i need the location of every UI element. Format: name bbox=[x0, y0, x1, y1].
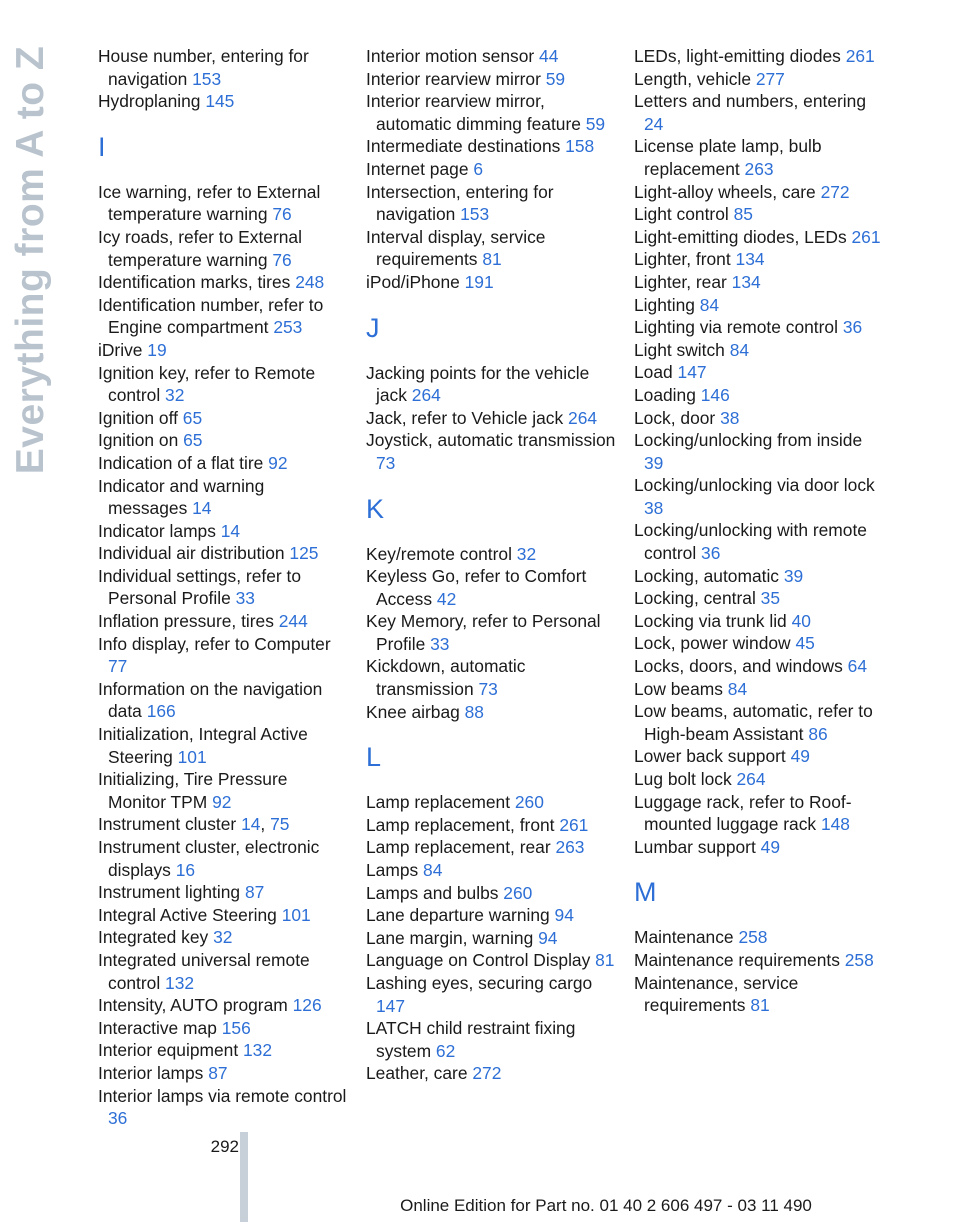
page-link[interactable]: 248 bbox=[295, 272, 325, 293]
index-entry bbox=[366, 859, 616, 882]
index-term: Lighting via remote control bbox=[634, 317, 838, 338]
page-link[interactable]: 277 bbox=[755, 68, 785, 89]
index-term: Instrument cluster bbox=[98, 814, 237, 835]
index-column-2 bbox=[366, 45, 616, 1085]
index-entry bbox=[366, 362, 616, 407]
index-term: Lamps and bulbs bbox=[366, 882, 499, 903]
index-entry bbox=[634, 768, 884, 791]
index-term: Information on the navigation data bbox=[98, 678, 323, 722]
index-term: Low beams, automatic, refer to High-beam Assistant bbox=[634, 701, 873, 744]
page-link[interactable]: 32 bbox=[165, 385, 185, 406]
index-column-3 bbox=[634, 45, 884, 1017]
page-link[interactable]: 38 bbox=[644, 497, 664, 518]
page-link[interactable]: 125 bbox=[289, 543, 319, 564]
page-link[interactable]: 272 bbox=[820, 181, 850, 202]
index-term: Length, vehicle bbox=[634, 68, 751, 89]
index-term: Interior rearview mirror bbox=[366, 68, 541, 89]
index-entry bbox=[366, 565, 616, 610]
index-entry bbox=[366, 814, 616, 837]
index-entry bbox=[366, 701, 616, 724]
index-term: Identification marks, tires bbox=[98, 272, 291, 293]
index-term: Keyless Go, refer to Comfort Access bbox=[366, 566, 587, 609]
index-term: Ignition on bbox=[98, 430, 179, 451]
page-link[interactable]: 65 bbox=[183, 430, 203, 451]
index-term: Leather, care bbox=[366, 1063, 468, 1084]
page-link[interactable]: 258 bbox=[738, 927, 768, 948]
index-entry bbox=[634, 68, 884, 91]
index-entry bbox=[366, 45, 616, 68]
index-entry bbox=[366, 655, 616, 700]
page-link[interactable]: 264 bbox=[736, 769, 766, 789]
index-term: Interval display, service requirements bbox=[366, 226, 546, 270]
index-entry bbox=[634, 361, 884, 384]
index-entry bbox=[98, 949, 348, 994]
index-term: LEDs, light-emitting diodes bbox=[634, 46, 841, 66]
index-entry bbox=[634, 926, 884, 949]
page-link[interactable]: 261 bbox=[851, 226, 881, 247]
index-entry bbox=[98, 1017, 348, 1040]
index-term: Key/remote control bbox=[366, 543, 512, 564]
index-term: Info display, refer to Computer bbox=[98, 633, 331, 654]
index-entry bbox=[634, 429, 884, 474]
index-term: Integral Active Steering bbox=[98, 904, 277, 925]
index-term: Lane departure warning bbox=[366, 905, 550, 926]
index-term: Lane margin, warning bbox=[366, 927, 534, 948]
index-entry bbox=[98, 994, 348, 1017]
index-term: Locking/unlocking with remote control bbox=[634, 520, 867, 564]
index-entry bbox=[634, 45, 884, 68]
index-entry bbox=[98, 610, 348, 633]
page-link[interactable]: 260 bbox=[514, 792, 544, 813]
index-term: Lamp replacement, rear bbox=[366, 837, 551, 858]
index-entry bbox=[634, 203, 884, 226]
section-title: Everything from A to Z bbox=[9, 45, 52, 475]
page-link[interactable]: 191 bbox=[464, 271, 494, 292]
index-term: Interior motion sensor bbox=[366, 46, 535, 66]
index-term: Inflation pressure, tires bbox=[98, 611, 274, 632]
page-link[interactable]: 132 bbox=[243, 1040, 273, 1061]
page-link[interactable]: 94 bbox=[554, 905, 574, 926]
page-link[interactable]: 81 bbox=[750, 995, 770, 1016]
index-term: Low beams bbox=[634, 678, 723, 699]
page-link[interactable]: 101 bbox=[177, 746, 207, 767]
page-link[interactable]: 35 bbox=[760, 588, 780, 609]
index-term: iDrive bbox=[98, 339, 143, 360]
index-entry bbox=[634, 135, 884, 180]
page-link[interactable]: 32 bbox=[516, 543, 537, 564]
page-link[interactable]: 158 bbox=[565, 136, 595, 157]
page-link[interactable]: 92 bbox=[212, 791, 232, 812]
index-entry bbox=[98, 542, 348, 565]
index-entry bbox=[366, 1017, 616, 1062]
index-term: Luggage rack, refer to Roof-mounted luggage rack bbox=[634, 791, 852, 835]
index-entry bbox=[634, 90, 884, 135]
index-term: Integrated key bbox=[98, 927, 209, 948]
page-link[interactable]: 19 bbox=[147, 339, 167, 360]
index-term: Ice warning, refer to External temperature warning bbox=[98, 181, 321, 225]
index-entry bbox=[98, 723, 348, 768]
index-entry bbox=[366, 949, 616, 972]
index-entry bbox=[366, 791, 616, 814]
index-term: Intersection, entering for navigation bbox=[366, 181, 554, 225]
index-term: Intermediate destinations bbox=[366, 136, 561, 157]
index-term: House number, entering for navigation bbox=[98, 46, 309, 89]
page-link[interactable]: 145 bbox=[205, 91, 235, 112]
page-link[interactable]: 14 bbox=[192, 498, 212, 519]
index-entry bbox=[366, 882, 616, 905]
index-term: Language on Control Display bbox=[366, 950, 591, 971]
index-entry bbox=[98, 90, 348, 113]
page-link[interactable]: 73 bbox=[376, 452, 396, 473]
page-link[interactable]: 81 bbox=[595, 950, 615, 971]
index-term: Lashing eyes, securing cargo bbox=[366, 973, 593, 993]
index-term: Lighter, rear bbox=[634, 271, 727, 292]
index-term: Jacking points for the vehicle jack bbox=[366, 362, 590, 406]
letter-heading: I bbox=[98, 131, 106, 162]
index-term: Locking/unlocking from inside bbox=[634, 430, 863, 451]
index-term: Lighter, front bbox=[634, 249, 731, 270]
index-term: iPod/iPhone bbox=[366, 271, 460, 292]
index-term: Jack, refer to Vehicle jack bbox=[366, 407, 564, 428]
page-link[interactable]: 132 bbox=[165, 972, 195, 993]
index-term: Light-alloy wheels, care bbox=[634, 181, 816, 202]
page-link[interactable]: 62 bbox=[435, 1040, 456, 1061]
index-term: Lug bolt lock bbox=[634, 769, 732, 789]
index-term: Joystick, automatic transmission bbox=[366, 430, 616, 451]
index-entry bbox=[98, 633, 348, 678]
index-term: Individual air distribution bbox=[98, 543, 285, 564]
index-term: Lumbar support bbox=[634, 836, 756, 857]
index-entry bbox=[98, 45, 348, 90]
page-link[interactable]: 263 bbox=[555, 837, 585, 858]
page-link[interactable]: 14 bbox=[220, 520, 241, 541]
index-term: Lower back support bbox=[634, 746, 786, 767]
index-entry bbox=[98, 1039, 348, 1062]
index-term: Indication of a flat tire bbox=[98, 452, 264, 473]
index-term: Interior rearview mirror, automatic dimming feature bbox=[366, 91, 581, 134]
page-link[interactable]: 87 bbox=[244, 882, 265, 903]
index-entry bbox=[366, 226, 616, 271]
index-entry bbox=[634, 316, 884, 339]
index-entry bbox=[98, 475, 348, 520]
page-link[interactable]: 263 bbox=[744, 158, 774, 179]
index-term: Interior lamps bbox=[98, 1062, 204, 1083]
index-entry bbox=[634, 700, 884, 745]
page-link[interactable]: 166 bbox=[146, 701, 176, 722]
index-entry bbox=[634, 632, 884, 655]
page-link[interactable]: 36 bbox=[701, 543, 721, 564]
index-entry: Instrument cluster 14, 75 bbox=[98, 814, 290, 835]
index-term: Intensity, AUTO program bbox=[98, 995, 288, 1016]
index-term: Indicator lamps bbox=[98, 520, 216, 541]
page-link[interactable]: 260 bbox=[503, 882, 533, 903]
page-link[interactable]: 264 bbox=[568, 407, 598, 428]
index-term: Ignition key, refer to Remote control bbox=[98, 362, 316, 406]
index-term: Maintenance bbox=[634, 927, 734, 948]
page-link[interactable]: 147 bbox=[677, 362, 707, 383]
page-link[interactable]: 59 bbox=[585, 113, 606, 134]
page-link[interactable]: 59 bbox=[545, 68, 566, 89]
index-entry bbox=[366, 904, 616, 927]
index-term: Instrument lighting bbox=[98, 882, 241, 903]
index-term: Maintenance, service requirements bbox=[634, 972, 799, 1016]
index-entry bbox=[634, 587, 884, 610]
page-link[interactable]: 84 bbox=[727, 678, 748, 699]
index-term: LATCH child restraint fixing system bbox=[366, 1018, 576, 1061]
index-entry bbox=[98, 565, 348, 610]
index-entry bbox=[98, 881, 348, 904]
index-term: Identification number, refer to Engine compartment bbox=[98, 294, 324, 338]
index-term: Interactive map bbox=[98, 1017, 217, 1038]
footer-bar bbox=[240, 1132, 248, 1222]
page-link[interactable]: 272 bbox=[472, 1063, 502, 1084]
index-term: Lamps bbox=[366, 860, 419, 881]
index-entry bbox=[634, 248, 884, 271]
index-entry bbox=[634, 519, 884, 564]
index-term: License plate lamp, bulb replacement bbox=[634, 136, 822, 179]
page-link[interactable]: 16 bbox=[175, 859, 196, 880]
index-entry bbox=[634, 745, 884, 768]
index-entry bbox=[366, 1062, 616, 1085]
index-entry bbox=[98, 904, 348, 927]
page-link[interactable]: 65 bbox=[182, 407, 203, 428]
page-link[interactable]: 76 bbox=[272, 249, 292, 270]
page-link[interactable]: 146 bbox=[700, 384, 730, 405]
index-term: Interior lamps via remote control bbox=[98, 1085, 347, 1106]
index-entry bbox=[98, 520, 348, 543]
page-link[interactable]: 134 bbox=[731, 271, 761, 292]
page-link[interactable]: 94 bbox=[538, 927, 558, 948]
page-link[interactable]: 33 bbox=[235, 588, 255, 609]
letter-heading: J bbox=[366, 312, 380, 343]
index-term: Locking, central bbox=[634, 588, 756, 609]
index-term: Initialization, Integral Active Steering bbox=[98, 724, 308, 767]
index-entry bbox=[366, 610, 616, 655]
page-link[interactable]: 92 bbox=[268, 452, 288, 473]
index-entry bbox=[634, 339, 884, 362]
page-link[interactable]: 6 bbox=[473, 158, 484, 179]
page-link[interactable]: 264 bbox=[411, 385, 441, 406]
page-link[interactable]: 49 bbox=[760, 836, 780, 857]
index-term: Letters and numbers, entering bbox=[634, 91, 867, 112]
page-link[interactable]: 253 bbox=[273, 317, 303, 338]
page-link[interactable]: 42 bbox=[436, 588, 457, 609]
page-link[interactable]: 32 bbox=[213, 927, 233, 948]
index-term: Interior equipment bbox=[98, 1040, 239, 1061]
letter-heading: K bbox=[366, 493, 385, 524]
index-entry bbox=[98, 1085, 348, 1130]
index-term: Kickdown, automatic transmission bbox=[366, 656, 526, 700]
index-entry bbox=[366, 429, 616, 474]
page-link[interactable]: 45 bbox=[795, 633, 815, 654]
page-link[interactable]: 156 bbox=[221, 1017, 251, 1038]
index-entry bbox=[634, 181, 884, 204]
index-entry bbox=[366, 90, 616, 135]
index-entry bbox=[634, 678, 884, 701]
index-entry bbox=[98, 294, 348, 339]
index-entry bbox=[634, 610, 884, 633]
page-link[interactable]: 126 bbox=[292, 995, 322, 1016]
index-term: Key Memory, refer to Personal Profile bbox=[366, 611, 601, 654]
page-link[interactable]: 153 bbox=[192, 68, 222, 89]
index-term: Light switch bbox=[634, 339, 725, 360]
page-number: 292 bbox=[210, 1137, 239, 1156]
page-link[interactable]: 86 bbox=[808, 723, 828, 744]
index-entry bbox=[98, 339, 348, 362]
page-link[interactable]: 88 bbox=[464, 701, 484, 722]
page-link[interactable]: 134 bbox=[735, 249, 765, 270]
page-link[interactable]: 49 bbox=[790, 746, 810, 767]
index-entry bbox=[634, 972, 884, 1017]
index-term: Load bbox=[634, 362, 673, 383]
page-link[interactable]: 148 bbox=[820, 814, 850, 835]
index-entry bbox=[634, 226, 884, 249]
page-link[interactable]: 38 bbox=[720, 407, 740, 428]
index-term: Lock, power window bbox=[634, 633, 791, 654]
page-link[interactable]: 153 bbox=[460, 204, 490, 225]
index-entry bbox=[634, 836, 884, 859]
index-term: Integrated universal remote control bbox=[98, 949, 310, 993]
index-term: Locking/unlocking via door lock bbox=[634, 475, 875, 496]
page-link[interactable]: 36 bbox=[108, 1108, 128, 1129]
page-link[interactable]: 64 bbox=[847, 656, 867, 677]
index-entry bbox=[634, 949, 884, 972]
index-term: Loading bbox=[634, 384, 696, 405]
page-link[interactable]: 44 bbox=[539, 46, 559, 66]
index-entry bbox=[98, 181, 348, 226]
page-link[interactable]: 36 bbox=[842, 317, 863, 338]
page-link[interactable]: 85 bbox=[733, 204, 753, 225]
index-entry bbox=[366, 135, 616, 158]
page-link[interactable]: 77 bbox=[108, 656, 128, 677]
index-term: Individual settings, refer to Personal Profile bbox=[98, 565, 301, 609]
page-link[interactable]: 40 bbox=[791, 610, 811, 631]
index-entry bbox=[98, 678, 348, 723]
index-term: Indicator and warning messages bbox=[98, 475, 265, 519]
index-entry bbox=[366, 181, 616, 226]
page-link[interactable]: 76 bbox=[272, 204, 292, 225]
page-link[interactable]: 73 bbox=[478, 679, 498, 700]
index-entry bbox=[634, 474, 884, 519]
index-entry bbox=[634, 384, 884, 407]
index-entry bbox=[98, 926, 348, 949]
page-link[interactable]: 14 bbox=[241, 814, 261, 835]
index-entry bbox=[634, 294, 884, 317]
index-entry bbox=[98, 452, 348, 475]
index-term: Ignition off bbox=[98, 407, 178, 428]
letter-heading: M bbox=[634, 877, 657, 908]
page-link[interactable]: 261 bbox=[559, 814, 589, 835]
index-entry bbox=[366, 68, 616, 91]
letter-heading: L bbox=[366, 742, 382, 773]
section-side-tab bbox=[0, 40, 62, 480]
index-term: Maintenance requirements bbox=[634, 949, 840, 970]
index-entry bbox=[98, 362, 348, 407]
page-link[interactable]: 24 bbox=[644, 113, 664, 134]
index-term: Icy roads, refer to External temperature warning bbox=[98, 226, 302, 270]
page-link[interactable]: 84 bbox=[729, 339, 750, 360]
index-term: Lighting bbox=[634, 294, 695, 315]
index-entry bbox=[366, 543, 616, 566]
page-link[interactable]: 244 bbox=[278, 611, 308, 632]
index-entry bbox=[366, 271, 616, 294]
page-link[interactable]: 147 bbox=[376, 995, 406, 1016]
index-column-1 bbox=[98, 45, 348, 1130]
index-entry bbox=[366, 407, 616, 430]
page-link[interactable]: 39 bbox=[783, 565, 804, 586]
index-entry bbox=[98, 271, 348, 294]
index-entry bbox=[366, 972, 616, 1017]
page-link[interactable]: 261 bbox=[845, 46, 875, 66]
index-entry bbox=[634, 565, 884, 588]
index-term: Lock, door bbox=[634, 407, 716, 428]
index-term: Hydroplaning bbox=[98, 91, 201, 112]
page-link[interactable]: 33 bbox=[430, 633, 450, 654]
page-link[interactable]: 75 bbox=[270, 814, 290, 835]
index-term: Light control bbox=[634, 204, 729, 225]
index-entry bbox=[98, 836, 348, 881]
index-term: Light-emitting diodes, LEDs bbox=[634, 226, 847, 247]
index-entry bbox=[634, 407, 884, 430]
index-term: Initializing, Tire Pressure Monitor TPM bbox=[98, 769, 288, 812]
index-entry bbox=[98, 226, 348, 271]
page-link[interactable]: 87 bbox=[208, 1062, 228, 1083]
page-link[interactable]: 81 bbox=[482, 249, 502, 270]
index-entry bbox=[98, 768, 348, 813]
index-entry bbox=[366, 836, 616, 859]
index-term: Lamp replacement, front bbox=[366, 814, 555, 835]
page-link[interactable]: 101 bbox=[281, 904, 311, 925]
index-term: Knee airbag bbox=[366, 701, 460, 722]
index-term: Locks, doors, and windows bbox=[634, 656, 843, 677]
index-entry bbox=[634, 271, 884, 294]
index-entry bbox=[634, 655, 884, 678]
index-term: Internet page bbox=[366, 158, 469, 179]
index-entry bbox=[634, 791, 884, 836]
index-entry bbox=[366, 927, 616, 950]
online-edition-note: Online Edition for Part no. 01 40 2 606 497 - 03 11 490 bbox=[400, 1196, 812, 1215]
index-term: Instrument cluster, electronic displays bbox=[98, 837, 320, 880]
page-link[interactable]: 39 bbox=[644, 452, 664, 473]
index-entry bbox=[98, 429, 348, 452]
index-entry bbox=[366, 158, 616, 181]
index-entry bbox=[98, 407, 348, 430]
page-link[interactable]: 84 bbox=[423, 860, 443, 881]
index-entry bbox=[98, 1062, 348, 1085]
page-link[interactable]: 84 bbox=[699, 294, 720, 315]
index-term: Locking via trunk lid bbox=[634, 610, 787, 631]
index-term: Locking, automatic bbox=[634, 565, 780, 586]
page-link[interactable]: 258 bbox=[844, 949, 874, 970]
index-term: Lamp replacement bbox=[366, 792, 511, 813]
